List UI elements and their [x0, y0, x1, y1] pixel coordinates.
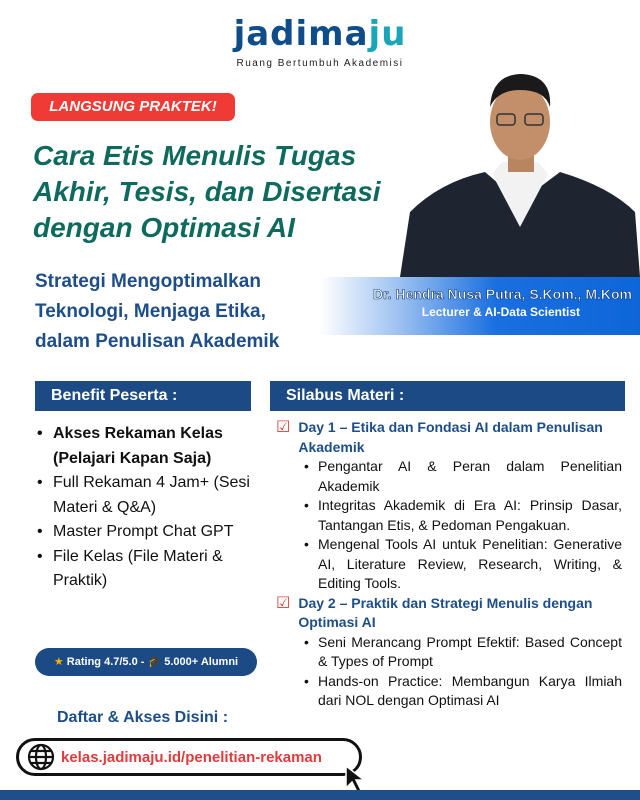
brand-logo: [0, 14, 640, 54]
title-line: dengan Optimasi AI: [33, 212, 295, 243]
registration-url[interactable]: kelas.jadimaju.id/penelitian-rekaman: [61, 748, 322, 766]
page-title: [33, 138, 433, 246]
cta-label: Daftar & Akses Disini :: [57, 709, 229, 726]
speaker-photo: [400, 62, 640, 277]
logo-text-accent: ju: [368, 14, 407, 54]
day-title: Day 2 – Praktik dan Strategi Menulis dengan Optimasi AI: [298, 594, 593, 630]
subtitle-line: Teknologi, Menjaga Etika,: [35, 301, 266, 322]
syllabus-item: • Seni Merancang Prompt Efektif: Based Concept & Types of Prompt: [300, 633, 622, 672]
benefit-item: • Akses Rekaman Kelas (Pelajari Kapan Saja): [35, 422, 255, 471]
day-title: Day 1 – Etika dan Fondasi AI dalam Penulisan Akademik: [298, 419, 603, 455]
star-icon: ★: [53, 656, 64, 668]
syllabus-item: • Hands-on Practice: Membangun Karya Ilmiah dari NOL dengan Optimasi AI: [300, 672, 622, 711]
speaker-role: Lecturer & AI-Data Scientist: [421, 305, 580, 319]
title-line: Cara Etis Menulis Tugas: [33, 140, 357, 171]
syllabus-day: [276, 594, 622, 633]
brand-tagline: Ruang Bertumbuh Akademisi: [236, 58, 404, 69]
rating-text: Rating 4.7/5.0 - 🎓 5.000+ Alumni: [66, 656, 239, 668]
benefit-item: • Master Prompt Chat GPT: [35, 520, 255, 545]
syllabus-header: Silabus Materi :: [270, 381, 625, 411]
rating-badge: [35, 648, 257, 676]
title-line: Akhir, Tesis, dan Disertasi: [33, 176, 381, 207]
benefit-item: • File Kelas (File Materi & Praktik): [35, 545, 255, 594]
benefit-list: [35, 422, 255, 594]
syllabus-item: • Pengantar AI & Peran dalam Penelitian Akademik: [300, 457, 622, 496]
benefit-header: Benefit Peserta :: [35, 381, 251, 411]
logo-text: jadima: [233, 14, 369, 54]
benefit-item: • Full Rekaman 4 Jam+ (Sesi Materi & Q&A): [35, 471, 255, 520]
checkbox-icon: ☑: [276, 419, 291, 436]
speaker-banner: [320, 277, 640, 335]
registration-link[interactable]: [16, 738, 362, 776]
syllabus-content: [276, 418, 622, 711]
footer-bar: [0, 790, 640, 800]
globe-icon: [27, 743, 55, 771]
subtitle-line: dalam Penulisan Akademik: [35, 331, 280, 352]
checkbox-icon: ☑: [276, 594, 291, 612]
speaker-name: Dr. Hendra Nusa Putra, S.Kom., M.Kom: [372, 286, 632, 302]
promo-badge: LANGSUNG PRAKTEK!: [31, 93, 235, 121]
subtitle: [35, 267, 320, 357]
subtitle-line: Strategi Mengoptimalkan: [35, 271, 261, 292]
syllabus-item: • Integritas Akademik di Era AI: Prinsip Dasar, Tantangan Etis, & Pedoman Pengakuan.: [300, 496, 622, 535]
syllabus-item: • Mengenal Tools AI untuk Penelitian: Generative AI, Literature Review, Research, Writing, & Editing Tools.: [300, 535, 622, 594]
syllabus-day: [276, 418, 622, 457]
